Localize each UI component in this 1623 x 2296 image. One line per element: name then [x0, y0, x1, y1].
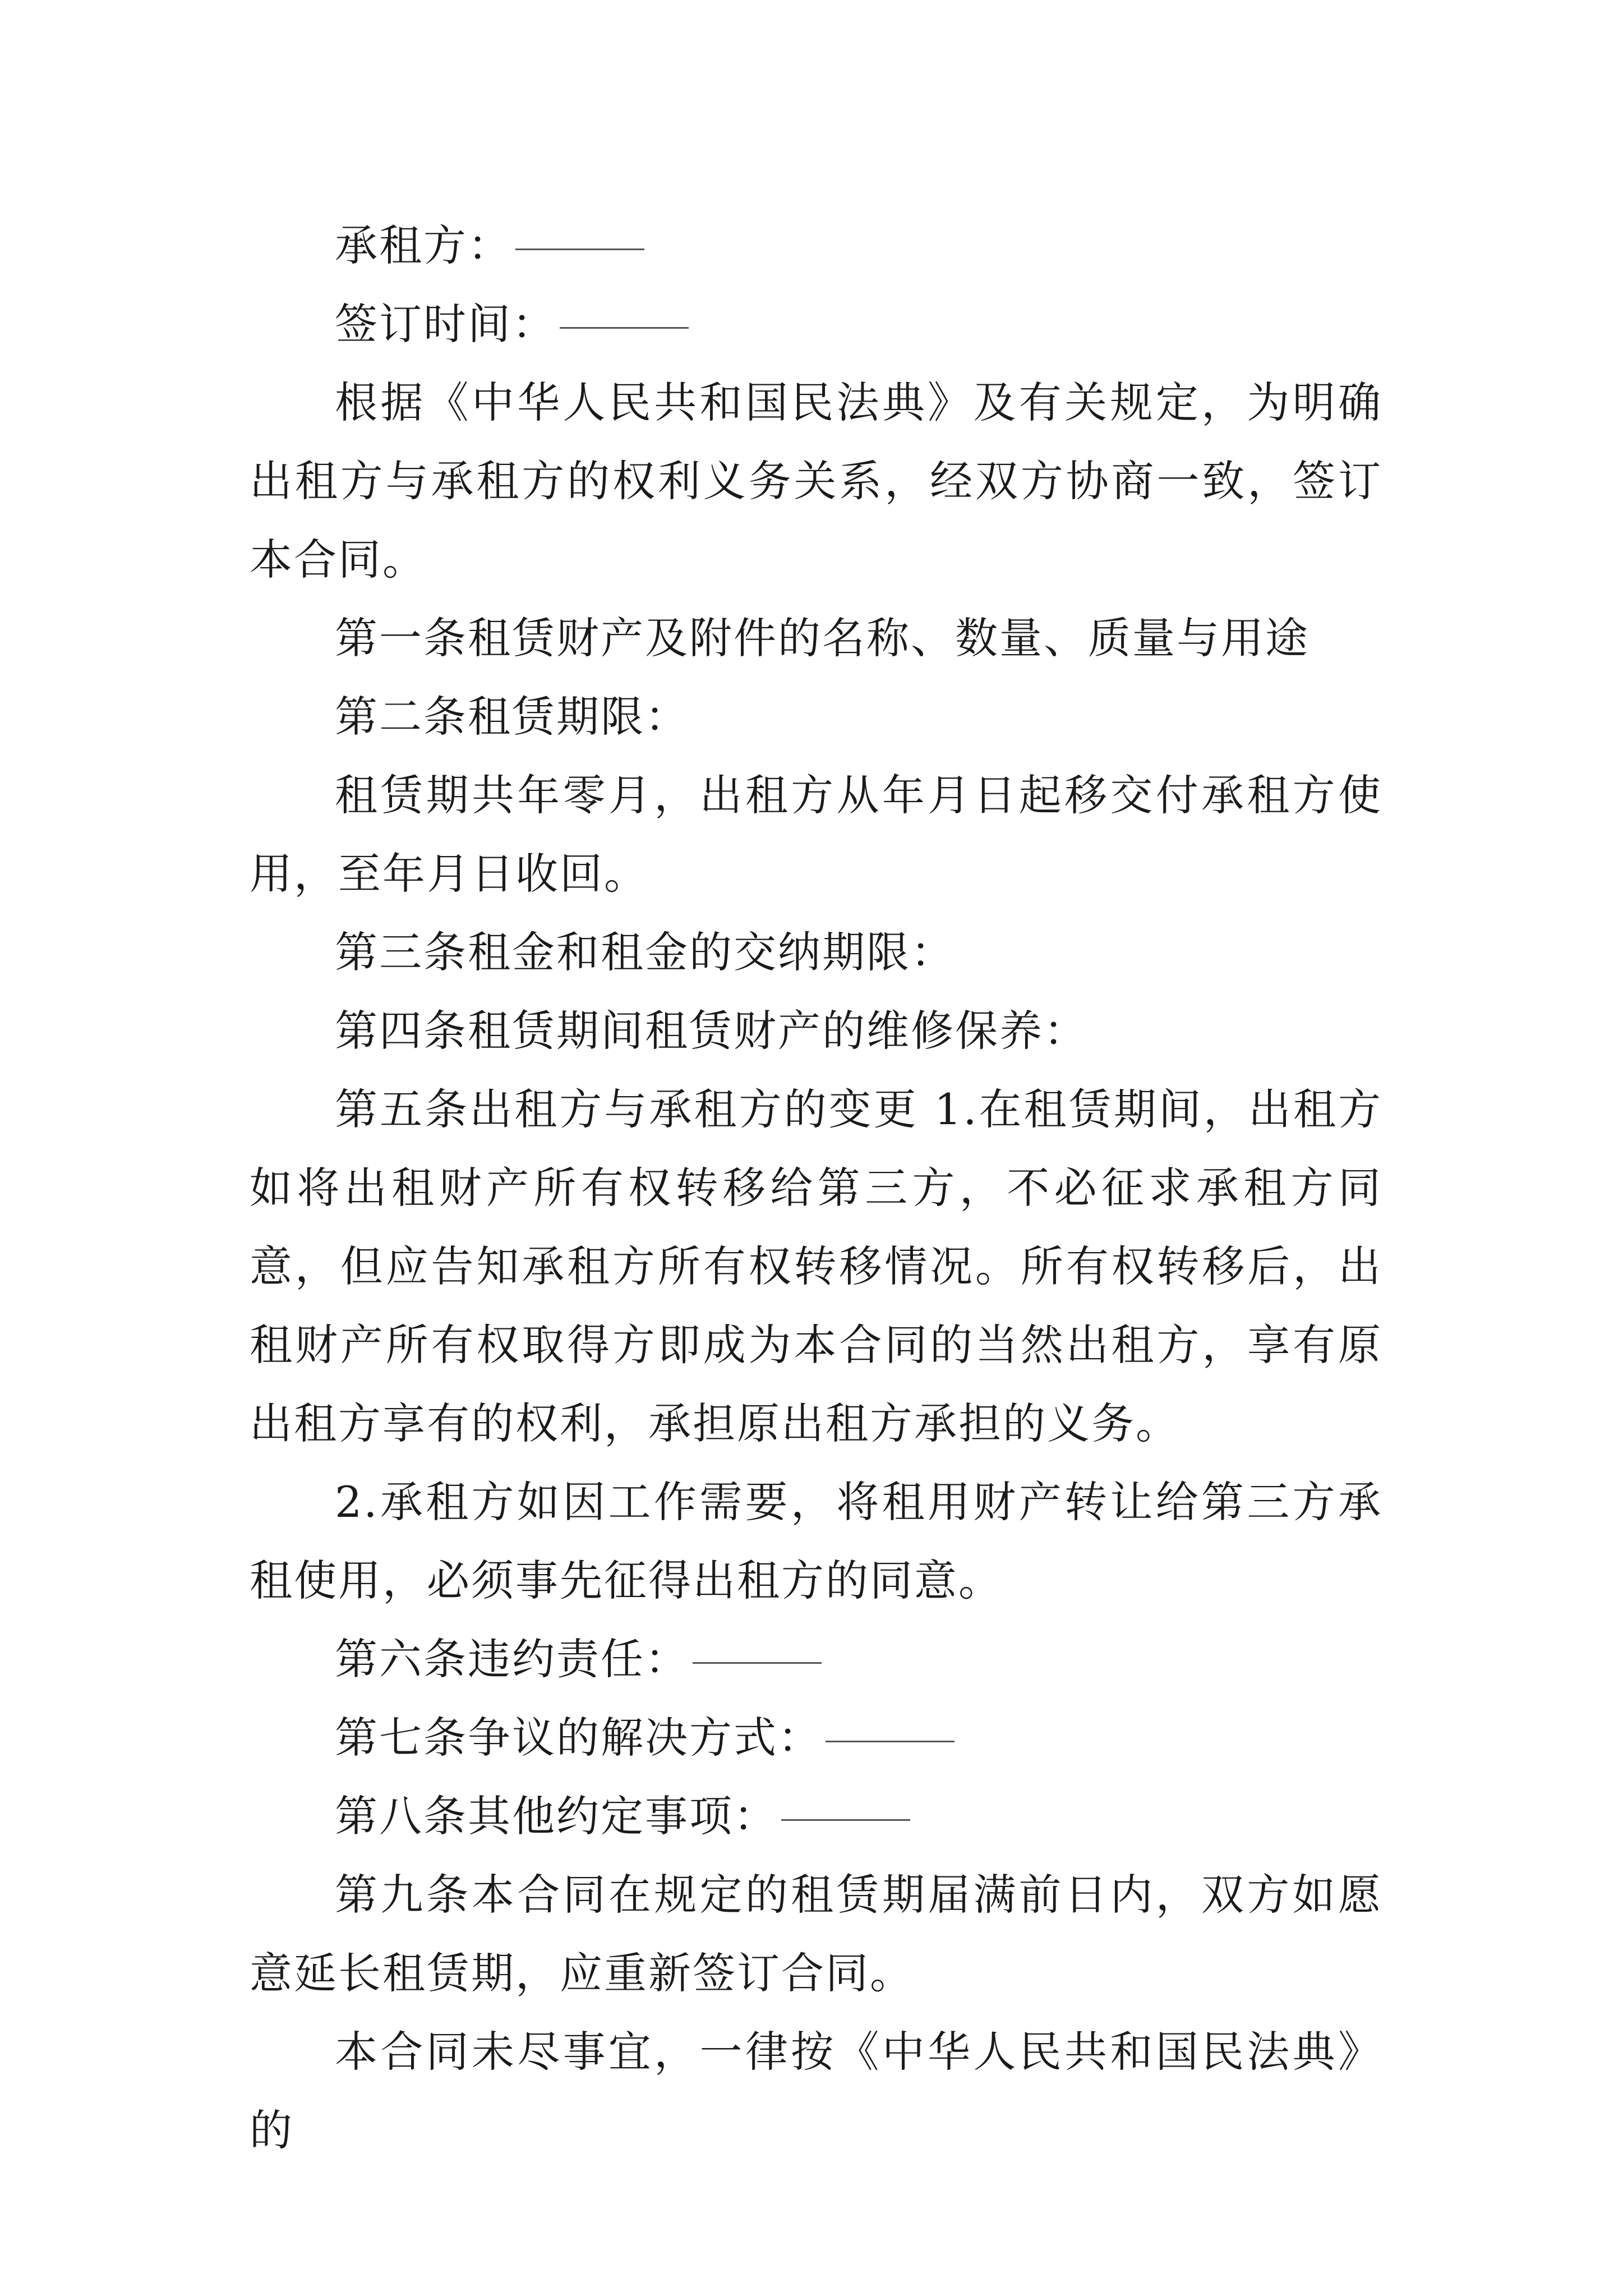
article-6-line: 第六条违约责任： [250, 1620, 1382, 1699]
contract-body [250, 206, 1382, 2170]
article-3-heading: 第三条租金和租金的交纳期限： [335, 927, 955, 977]
preamble-paragraph: 根据《中华人民共和国民法典》及有关规定，为明确出租方与承租方的权利义务关系，经双方协商一致，签订本合同。 [250, 378, 1382, 585]
article-9-paragraph: 第九条本合同在规定的租赁期届满前日内，双方如愿意延长租赁期，应重新签订合同。 [250, 1870, 1382, 1998]
article-8-line: 第八条其他约定事项： [250, 1777, 1382, 1856]
article-1-heading: 第一条租赁财产及附件的名称、数量、质量与用途 [335, 613, 1310, 663]
article-5-item-2-paragraph: 2.承租方如因工作需要，将租用财产转让给第三方承租使用，必须事先征得出租方的同意。 [250, 1477, 1382, 1605]
fill-in-blank [781, 1817, 910, 1821]
lease-term-paragraph: 租赁期共年零月，出租方从年月日起移交付承租方使用，至年月日收回。 [250, 770, 1382, 899]
fill-in-blank [693, 1660, 822, 1664]
lessee-line: 承租方： [250, 206, 1382, 285]
fill-in-blank [515, 246, 644, 250]
article-7-line: 第七条争议的解决方式： [250, 1699, 1382, 1777]
article-2-heading: 第二条租赁期限： [335, 692, 689, 742]
fill-in-blank [826, 1738, 955, 1742]
article-4-heading: 第四条租赁期间租赁财产的维修保养： [335, 1006, 1088, 1056]
article-5-paragraph: 第五条出租方与承租方的变更 1.在租赁期间，出租方如将出租财产所有权转移给第三方，不必征求承租方同意，但应告知承租方所有权转移情况。所有权转移后，出租财产所有权取得方即成为本合同的当然出租方，享有原出租方享有的权利，承担原出租方承担的义务。 [250, 1084, 1382, 1448]
signing-time-line: 签订时间： [250, 285, 1382, 364]
closing-paragraph: 本合同未尽事宜，一律按《中华人民共和国民法典》的 [250, 2027, 1382, 2155]
fill-in-blank [560, 325, 689, 329]
